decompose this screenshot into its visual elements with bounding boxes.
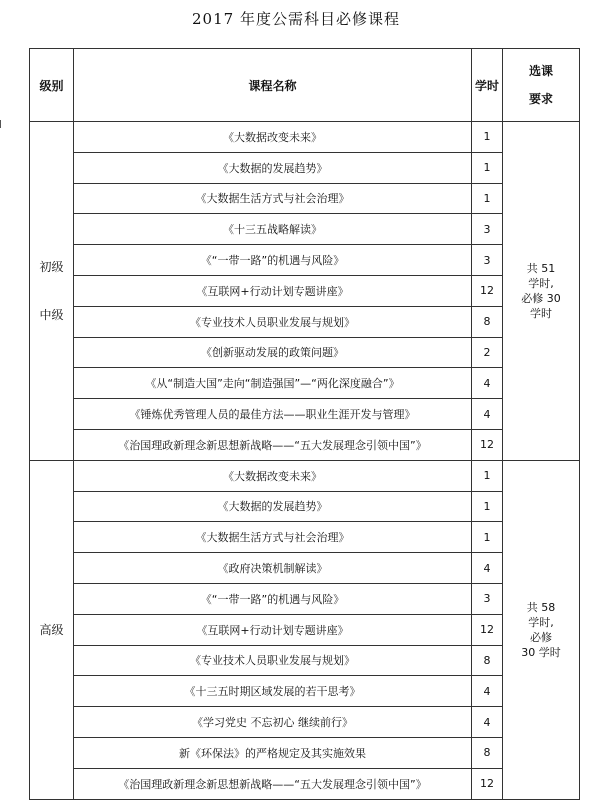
course-hours-cell: 1 (472, 183, 503, 214)
course-name-cell: 《专业技术人员职业发展与规划》 (74, 645, 472, 676)
course-hours-cell: 4 (472, 676, 503, 707)
table-row (30, 583, 580, 614)
course-name-cell: 《创新驱动发展的政策问题》 (74, 337, 472, 368)
level-cell (30, 122, 74, 461)
table-row (30, 275, 580, 306)
table-row (30, 460, 580, 491)
table-row (30, 183, 580, 214)
course-name-cell: 《十三五时期区域发展的若干思考》 (74, 676, 472, 707)
table-row (30, 614, 580, 645)
table-row (30, 122, 580, 153)
header-requirement (503, 49, 580, 122)
course-name-cell: 《锤炼优秀管理人员的最佳方法——职业生涯开发与管理》 (74, 399, 472, 430)
header-requirement-line2: 要求 (528, 92, 553, 106)
level-label: 高级 (39, 622, 64, 637)
requirement-text: 30 学时 (521, 645, 561, 659)
course-hours-cell: 2 (472, 337, 503, 368)
table-row (30, 768, 580, 799)
requirement-text: 必修 (530, 630, 552, 644)
course-hours-cell: 1 (472, 122, 503, 153)
requirement-text: 必修 30 (521, 291, 561, 305)
table-row (30, 676, 580, 707)
level-label: 初级 (39, 259, 64, 274)
header-hours: 学时 (472, 49, 503, 122)
table-header-row (30, 49, 580, 122)
table-row (30, 553, 580, 584)
course-name-cell: 《从“制造大国”走向“制造强国”—“两化深度融合”》 (74, 368, 472, 399)
requirement-cell (503, 460, 580, 799)
course-name-cell: 《大数据生活方式与社会治理》 (74, 522, 472, 553)
table-row (30, 429, 580, 460)
course-name-cell: 《大数据的发展趋势》 (74, 491, 472, 522)
requirement-text: 学时, (528, 276, 554, 290)
requirement-text: 学时 (530, 306, 552, 320)
course-hours-cell: 12 (472, 275, 503, 306)
course-name-cell: 《大数据改变未来》 (74, 122, 472, 153)
header-level: 级别 (30, 49, 74, 122)
level-cell (30, 460, 74, 799)
course-name-cell: 《大数据的发展趋势》 (74, 152, 472, 183)
table-row (30, 368, 580, 399)
course-hours-cell: 8 (472, 306, 503, 337)
requirement-cell (503, 122, 580, 461)
course-hours-cell: 12 (472, 614, 503, 645)
table-row (30, 522, 580, 553)
table-row (30, 399, 580, 430)
course-table (29, 48, 580, 800)
course-hours-cell: 12 (472, 429, 503, 460)
table-row (30, 337, 580, 368)
course-hours-cell: 1 (472, 491, 503, 522)
course-name-cell: 新《环保法》的严格规定及其实施效果 (74, 737, 472, 768)
course-hours-cell: 1 (472, 460, 503, 491)
requirement-text: 共 51 (526, 261, 556, 275)
table-row (30, 245, 580, 276)
course-hours-cell: 4 (472, 707, 503, 738)
table-row (30, 152, 580, 183)
course-hours-cell: 3 (472, 214, 503, 245)
course-hours-cell: 12 (472, 768, 503, 799)
table-row (30, 737, 580, 768)
course-name-cell: 《互联网+行动计划专题讲座》 (74, 275, 472, 306)
course-name-cell: 《专业技术人员职业发展与规划》 (74, 306, 472, 337)
course-hours-cell: 1 (472, 152, 503, 183)
course-name-cell: 《大数据生活方式与社会治理》 (74, 183, 472, 214)
course-name-cell: 《大数据改变未来》 (74, 460, 472, 491)
course-hours-cell: 4 (472, 399, 503, 430)
course-hours-cell: 3 (472, 583, 503, 614)
course-hours-cell: 8 (472, 645, 503, 676)
level-label: 中级 (39, 307, 64, 322)
course-name-cell: 《互联网+行动计划专题讲座》 (74, 614, 472, 645)
course-name-cell: 《十三五战略解读》 (74, 214, 472, 245)
page-title: 2017 年度公需科目必修课程 (192, 10, 400, 28)
course-name-cell: 《政府决策机制解读》 (74, 553, 472, 584)
course-hours-cell: 3 (472, 245, 503, 276)
course-name-cell: 《学习党史 不忘初心 继续前行》 (74, 707, 472, 738)
requirement-text: 学时, (528, 615, 554, 629)
table-row (30, 491, 580, 522)
table-row (30, 306, 580, 337)
requirement-text: 共 58 (526, 600, 556, 614)
header-requirement-line1: 选课 (528, 64, 553, 78)
course-name-cell: 《治国理政新理念新思想新战略——“五大发展理念引领中国”》 (74, 768, 472, 799)
course-name-cell: 《“一带一路”的机遇与风险》 (74, 245, 472, 276)
course-name-cell: 《治国理政新理念新思想新战略——“五大发展理念引领中国”》 (74, 429, 472, 460)
margin-mark (0, 120, 3, 128)
header-course-name: 课程名称 (74, 49, 472, 122)
table-row (30, 645, 580, 676)
table-row (30, 707, 580, 738)
course-hours-cell: 4 (472, 553, 503, 584)
course-hours-cell: 4 (472, 368, 503, 399)
course-hours-cell: 1 (472, 522, 503, 553)
course-hours-cell: 8 (472, 737, 503, 768)
course-name-cell: 《“一带一路”的机遇与风险》 (74, 583, 472, 614)
table-row (30, 214, 580, 245)
